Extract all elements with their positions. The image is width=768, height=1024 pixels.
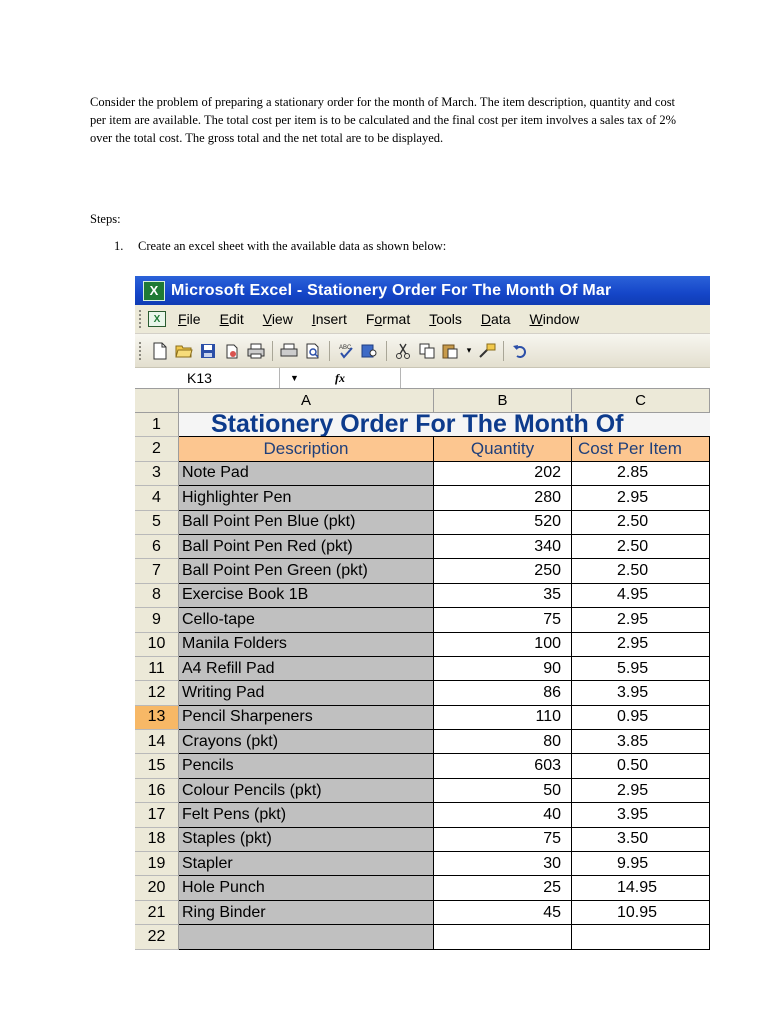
cell-cost-per-item[interactable]: 2.95 — [572, 779, 710, 803]
menu-tools[interactable]: Tools — [429, 311, 462, 327]
toolbar-separator — [503, 341, 504, 361]
row-header[interactable]: 2 — [135, 437, 179, 461]
new-icon[interactable] — [149, 340, 171, 362]
table-row — [135, 413, 710, 437]
row-header[interactable]: 18 — [135, 828, 179, 852]
cell-a[interactable] — [179, 925, 434, 949]
research-book-icon[interactable] — [359, 340, 381, 362]
cell-quantity[interactable]: 45 — [434, 901, 572, 925]
chevron-down-icon[interactable]: ▼ — [290, 373, 299, 383]
cell-quantity[interactable]: 110 — [434, 706, 572, 730]
row-header[interactable]: 10 — [135, 633, 179, 657]
cell-quantity[interactable]: 202 — [434, 462, 572, 486]
row-header[interactable]: 4 — [135, 486, 179, 510]
formula-input[interactable] — [400, 368, 710, 388]
cut-icon[interactable] — [392, 340, 414, 362]
table-row — [135, 852, 710, 876]
cell-cost-per-item[interactable]: 2.95 — [572, 633, 710, 657]
menu-insert[interactable]: Insert — [311, 311, 347, 327]
row-header[interactable]: 6 — [135, 535, 179, 559]
cell-cost-per-item[interactable]: 0.50 — [572, 754, 710, 778]
row-header[interactable]: 20 — [135, 876, 179, 900]
cell-quantity[interactable]: 75 — [434, 608, 572, 632]
table-row — [135, 706, 710, 730]
cell-description[interactable]: Pencil Sharpeners — [179, 706, 434, 730]
cell-cost-per-item[interactable]: 9.95 — [572, 852, 710, 876]
paste-icon[interactable] — [440, 340, 462, 362]
format-painter-icon[interactable] — [476, 340, 498, 362]
row-header[interactable]: 7 — [135, 559, 179, 583]
cell-cost-per-item[interactable]: 2.50 — [572, 559, 710, 583]
row-header[interactable]: 12 — [135, 681, 179, 705]
table-row — [135, 779, 710, 803]
print-icon[interactable] — [245, 340, 267, 362]
column-header-b[interactable]: B — [434, 389, 572, 413]
cell-cost-per-item[interactable]: 2.85 — [572, 462, 710, 486]
row-header[interactable]: 11 — [135, 657, 179, 681]
header-cost-per-item[interactable]: Cost Per Item — [572, 437, 710, 461]
excel-icon: X — [143, 281, 165, 301]
row-header[interactable]: 15 — [135, 754, 179, 778]
chevron-down-icon[interactable]: ▾ — [466, 345, 472, 355]
cell-description[interactable]: Cello-tape — [179, 608, 434, 632]
menubar-grip — [139, 310, 144, 328]
select-all-corner[interactable] — [135, 389, 179, 413]
menu-view[interactable]: View — [262, 311, 293, 327]
cell-description[interactable]: Exercise Book 1B — [179, 584, 434, 608]
cell-quantity[interactable]: 40 — [434, 803, 572, 827]
cell-description[interactable]: Ball Point Pen Green (pkt) — [179, 559, 434, 583]
toolbar-separator — [386, 341, 387, 361]
cell-quantity[interactable]: 90 — [434, 657, 572, 681]
table-row — [135, 486, 710, 510]
cell-cost-per-item[interactable]: 3.95 — [572, 803, 710, 827]
menu-file[interactable]: File — [178, 311, 201, 327]
row-header[interactable]: 3 — [135, 462, 179, 486]
cell-description[interactable]: Staples (pkt) — [179, 828, 434, 852]
cell-cost-per-item[interactable]: 2.95 — [572, 486, 710, 510]
cell-c[interactable] — [572, 925, 710, 949]
cell-quantity[interactable]: 100 — [434, 633, 572, 657]
row-header[interactable]: 16 — [135, 779, 179, 803]
menu-edit[interactable]: Edit — [219, 311, 244, 327]
undo-icon[interactable] — [509, 340, 531, 362]
window-title: Microsoft Excel - Stationery Order For The Month Of Mar — [171, 281, 612, 299]
header-quantity[interactable]: Quantity — [434, 437, 572, 461]
table-row — [135, 828, 710, 852]
open-icon[interactable] — [173, 340, 195, 362]
step-item-1 — [114, 237, 446, 255]
intro-paragraph: Consider the problem of preparing a stationary order for the month of March. The item description, quantity and cost per item are available. The total cost per item is to be calculated and the final cost per item involves a sales tax of 2% over the total cost. The gross total and the net total are to be displayed. — [90, 95, 677, 145]
cell-cost-per-item[interactable]: 10.95 — [572, 901, 710, 925]
menu-format[interactable]: Format — [365, 311, 411, 327]
research-icon[interactable] — [302, 340, 324, 362]
row-header[interactable]: 1 — [135, 413, 179, 437]
workbook-icon[interactable]: X — [148, 311, 166, 327]
name-box[interactable] — [135, 368, 299, 388]
cell-description[interactable]: Writing Pad — [179, 681, 434, 705]
cell-description[interactable]: A4 Refill Pad — [179, 657, 434, 681]
cell-description[interactable]: Felt Pens (pkt) — [179, 803, 434, 827]
step-text: Create an excel sheet with the available data as shown below: — [138, 239, 447, 253]
row-header[interactable]: 8 — [135, 584, 179, 608]
menu-data[interactable]: Data — [480, 311, 511, 327]
fx-icon[interactable]: fx — [335, 370, 345, 385]
cell-cost-per-item[interactable]: 2.95 — [572, 608, 710, 632]
row-header[interactable]: 5 — [135, 511, 179, 535]
row-header[interactable]: 19 — [135, 852, 179, 876]
table-row — [135, 535, 710, 559]
cell-description[interactable]: Hole Punch — [179, 876, 434, 900]
cell-quantity[interactable]: 50 — [434, 779, 572, 803]
cell-cost-per-item[interactable]: 0.95 — [572, 706, 710, 730]
cell-quantity[interactable]: 250 — [434, 559, 572, 583]
save-icon[interactable] — [197, 340, 219, 362]
column-headers — [135, 389, 710, 413]
table-row — [135, 876, 710, 900]
table-header-row — [135, 437, 710, 461]
table-row — [135, 559, 710, 583]
menu-bar — [135, 305, 710, 334]
cell-cost-per-item[interactable]: 2.50 — [572, 535, 710, 559]
cell-cost-per-item[interactable]: 14.95 — [572, 876, 710, 900]
table-row — [135, 633, 710, 657]
cell-description[interactable]: Crayons (pkt) — [179, 730, 434, 754]
table-row — [135, 754, 710, 778]
toolbar-separator — [329, 341, 330, 361]
toolbar-grip — [139, 342, 144, 360]
sheet-title[interactable]: Stationery Order For The Month Of — [179, 413, 710, 437]
cell-quantity[interactable]: 25 — [434, 876, 572, 900]
table-row — [135, 730, 710, 754]
cell-quantity[interactable]: 80 — [434, 730, 572, 754]
cell-description[interactable]: Colour Pencils (pkt) — [179, 779, 434, 803]
table-row — [135, 901, 710, 925]
step-number: 1. — [114, 239, 124, 253]
toolbar-separator — [272, 341, 273, 361]
cell-description[interactable]: Ball Point Pen Blue (pkt) — [179, 511, 434, 535]
cell-b[interactable] — [434, 925, 572, 949]
cell-quantity[interactable]: 30 — [434, 852, 572, 876]
steps-label: Steps: — [90, 212, 121, 226]
formula-bar — [135, 368, 710, 389]
permission-icon[interactable] — [221, 340, 243, 362]
table-row — [135, 584, 710, 608]
cell-quantity[interactable]: 86 — [434, 681, 572, 705]
row-header[interactable]: 17 — [135, 803, 179, 827]
cell-cost-per-item[interactable]: 2.50 — [572, 511, 710, 535]
table-row — [135, 803, 710, 827]
cell-quantity[interactable]: 35 — [434, 584, 572, 608]
cell-quantity[interactable]: 520 — [434, 511, 572, 535]
window-titlebar — [135, 276, 710, 305]
cell-quantity[interactable]: 280 — [434, 486, 572, 510]
header-description[interactable]: Description — [179, 437, 434, 461]
cell-description[interactable]: Highlighter Pen — [179, 486, 434, 510]
cell-description[interactable]: Ball Point Pen Red (pkt) — [179, 535, 434, 559]
cell-quantity[interactable]: 603 — [434, 754, 572, 778]
row-header[interactable]: 21 — [135, 901, 179, 925]
svg-text:ABC: ABC — [339, 344, 352, 351]
table-row — [135, 681, 710, 705]
cell-description[interactable]: Note Pad — [179, 462, 434, 486]
row-header[interactable]: 22 — [135, 925, 179, 949]
menu-window[interactable]: Window — [529, 311, 580, 327]
cell-cost-per-item[interactable]: 4.95 — [572, 584, 710, 608]
excel-screenshot — [135, 276, 710, 981]
cell-quantity[interactable]: 340 — [434, 535, 572, 559]
standard-toolbar — [135, 334, 710, 368]
table-row — [135, 925, 710, 949]
copy-icon[interactable] — [416, 340, 438, 362]
table-row — [135, 511, 710, 535]
row-header[interactable]: 9 — [135, 608, 179, 632]
table-row — [135, 657, 710, 681]
table-row — [135, 462, 710, 486]
cell-quantity[interactable]: 75 — [434, 828, 572, 852]
name-box-value: K13 — [187, 370, 212, 386]
row-header[interactable]: 14 — [135, 730, 179, 754]
row-header[interactable]: 13 — [135, 706, 179, 730]
column-header-a[interactable]: A — [179, 389, 434, 413]
print-preview-icon[interactable] — [278, 340, 300, 362]
cell-cost-per-item[interactable]: 3.95 — [572, 681, 710, 705]
spelling-icon[interactable] — [335, 340, 357, 362]
cell-cost-per-item[interactable]: 3.50 — [572, 828, 710, 852]
cell-description[interactable]: Manila Folders — [179, 633, 434, 657]
cell-cost-per-item[interactable]: 5.95 — [572, 657, 710, 681]
cell-cost-per-item[interactable]: 3.85 — [572, 730, 710, 754]
cell-description[interactable]: Pencils — [179, 754, 434, 778]
cell-description[interactable]: Stapler — [179, 852, 434, 876]
spreadsheet-grid — [135, 389, 710, 950]
table-row — [135, 608, 710, 632]
column-header-c[interactable]: C — [572, 389, 710, 413]
cell-description[interactable]: Ring Binder — [179, 901, 434, 925]
